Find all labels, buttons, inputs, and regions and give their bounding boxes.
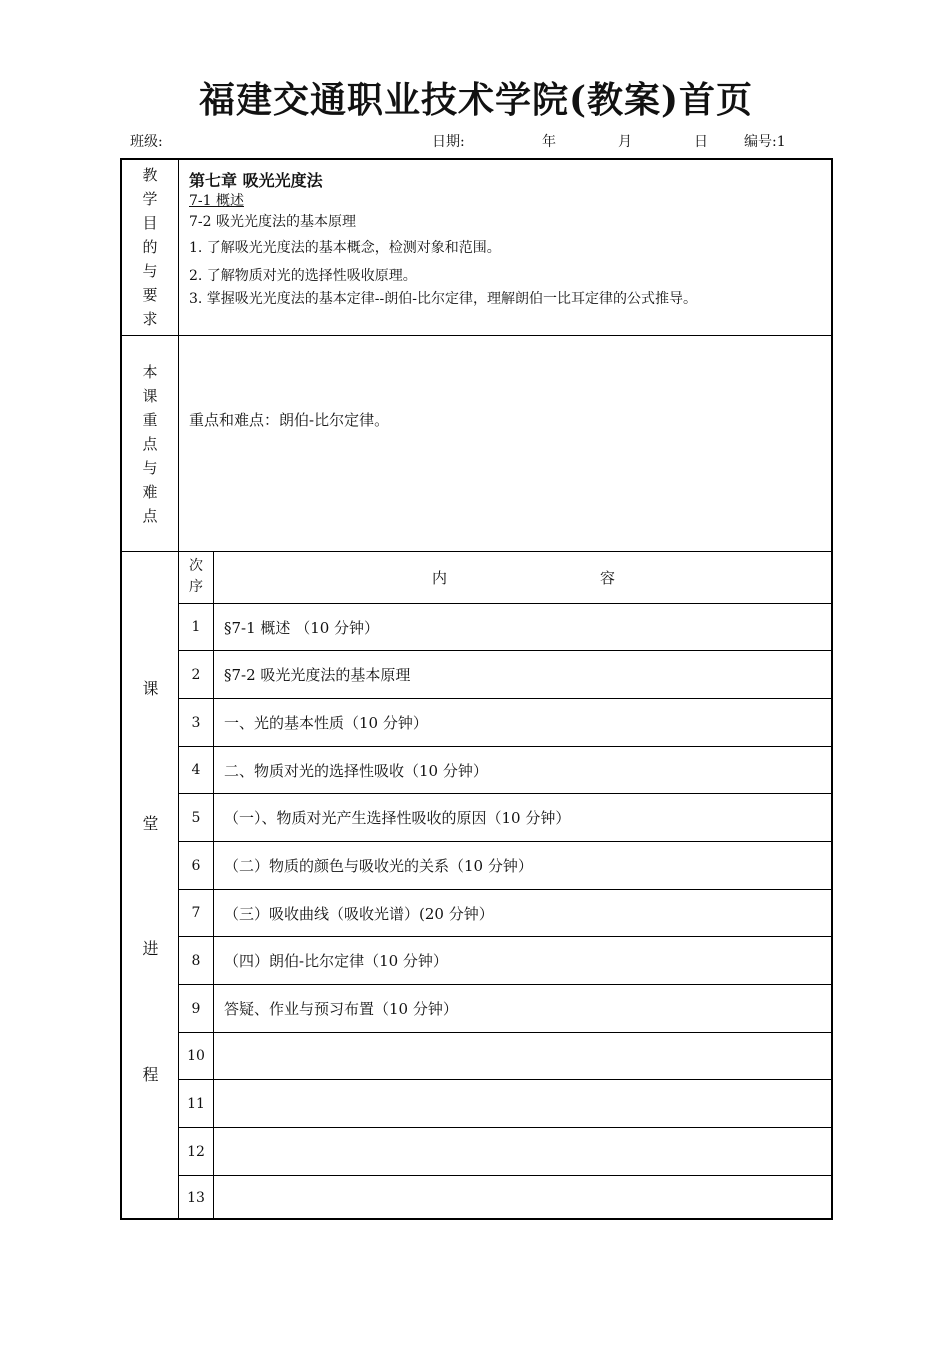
content-header-b: 容 bbox=[600, 569, 616, 587]
objective-line: 1. 了解吸光光度法的基本概念，检测对象和范围。 bbox=[189, 240, 501, 256]
key-points-text: 重点和难点：朗伯-比尔定律。 bbox=[189, 411, 390, 429]
label-char: 求 bbox=[142, 310, 158, 328]
label-char: 重 bbox=[142, 411, 158, 429]
chapter-title: 第七章 吸光光度法 bbox=[189, 171, 323, 190]
year-label: 年 bbox=[542, 134, 556, 150]
table-row bbox=[179, 699, 833, 747]
table-row bbox=[179, 842, 833, 890]
process-label-char: 进 bbox=[142, 939, 159, 958]
class-label: 班级: bbox=[130, 134, 163, 150]
row-content: §7-1 概述 （10 分钟） bbox=[224, 618, 380, 637]
label-char: 点 bbox=[142, 507, 158, 525]
row-content: （三）吸收曲线（吸收光谱）(20 分钟） bbox=[224, 904, 494, 923]
table-row bbox=[179, 985, 833, 1033]
row-content: 二、物质对光的选择性吸收（10 分钟） bbox=[224, 761, 488, 780]
row-number: 4 bbox=[179, 747, 214, 793]
label-char: 的 bbox=[142, 238, 158, 256]
process-label-char: 课 bbox=[142, 679, 159, 698]
row-content: （二）物质的颜色与吸收光的关系（10 分钟） bbox=[224, 857, 533, 875]
objective-line: 7-1 概述 bbox=[189, 193, 244, 209]
table-row bbox=[179, 1176, 833, 1220]
table-row bbox=[179, 890, 833, 937]
key-points-section bbox=[122, 336, 831, 552]
label-char: 与 bbox=[142, 262, 158, 280]
row-content: （四）朗伯-比尔定律（10 分钟） bbox=[224, 952, 448, 970]
table-row bbox=[179, 604, 833, 651]
label-char: 课 bbox=[142, 387, 158, 405]
row-content: 一、光的基本性质（10 分钟） bbox=[224, 714, 428, 732]
month-label: 月 bbox=[618, 134, 632, 150]
row-number: 9 bbox=[179, 985, 214, 1032]
sequence-header-bottom: 序 bbox=[189, 579, 203, 595]
row-content: §7-2 吸光光度法的基本原理 bbox=[224, 666, 411, 684]
row-number: 11 bbox=[179, 1080, 214, 1127]
process-header-row bbox=[179, 552, 833, 604]
table-row bbox=[179, 747, 833, 794]
page-title: 福建交通职业技术学院(教案)首页 bbox=[198, 79, 754, 121]
objectives-section bbox=[122, 160, 831, 336]
objective-line: 3. 掌握吸光光度法的基本定律--朗伯-比尔定律，理解朗伯一比耳定律的公式推导。 bbox=[189, 291, 697, 307]
key-points-label bbox=[122, 336, 179, 551]
objectives-label bbox=[122, 160, 179, 335]
table-row bbox=[179, 651, 833, 699]
label-char: 点 bbox=[142, 435, 158, 453]
day-label: 日 bbox=[694, 134, 708, 150]
row-number: 7 bbox=[179, 890, 214, 936]
label-char: 难 bbox=[142, 483, 158, 501]
table-row bbox=[179, 1128, 833, 1176]
number-label: 编号:1 bbox=[744, 134, 786, 150]
label-char: 教 bbox=[142, 166, 158, 184]
process-section bbox=[122, 552, 831, 1220]
row-number: 1 bbox=[179, 604, 214, 650]
process-label-char: 堂 bbox=[142, 814, 159, 833]
row-content: （一）、物质对光产生选择性吸收的原因（10 分钟） bbox=[224, 809, 571, 827]
date-label: 日期: bbox=[432, 134, 465, 150]
sequence-header-top: 次 bbox=[189, 558, 203, 574]
row-content: 答疑、作业与预习布置（10 分钟） bbox=[224, 1000, 458, 1018]
row-number: 5 bbox=[179, 794, 214, 841]
row-number: 12 bbox=[179, 1128, 214, 1175]
objective-line: 2. 了解物质对光的选择性吸收原理。 bbox=[189, 268, 417, 284]
label-char: 目 bbox=[142, 214, 158, 232]
objective-line: 7-2 吸光光度法的基本原理 bbox=[189, 214, 356, 230]
objectives-content bbox=[189, 170, 824, 310]
row-number: 3 bbox=[179, 699, 214, 746]
table-row bbox=[179, 1080, 833, 1128]
process-label-column bbox=[122, 552, 179, 1220]
content-header-a: 内 bbox=[432, 569, 448, 587]
table-row bbox=[179, 794, 833, 842]
table-row bbox=[179, 937, 833, 985]
table-row bbox=[179, 1033, 833, 1080]
process-label-char: 程 bbox=[142, 1065, 159, 1084]
lesson-plan-table bbox=[120, 158, 833, 1220]
row-number: 13 bbox=[179, 1176, 214, 1220]
label-char: 学 bbox=[142, 190, 158, 208]
label-char: 要 bbox=[142, 286, 158, 304]
row-number: 2 bbox=[179, 651, 214, 698]
label-char: 与 bbox=[142, 459, 158, 477]
row-number: 10 bbox=[179, 1033, 214, 1079]
label-char: 本 bbox=[142, 363, 158, 381]
sequence-header bbox=[179, 552, 214, 603]
row-number: 8 bbox=[179, 937, 214, 984]
row-number: 6 bbox=[179, 842, 214, 889]
